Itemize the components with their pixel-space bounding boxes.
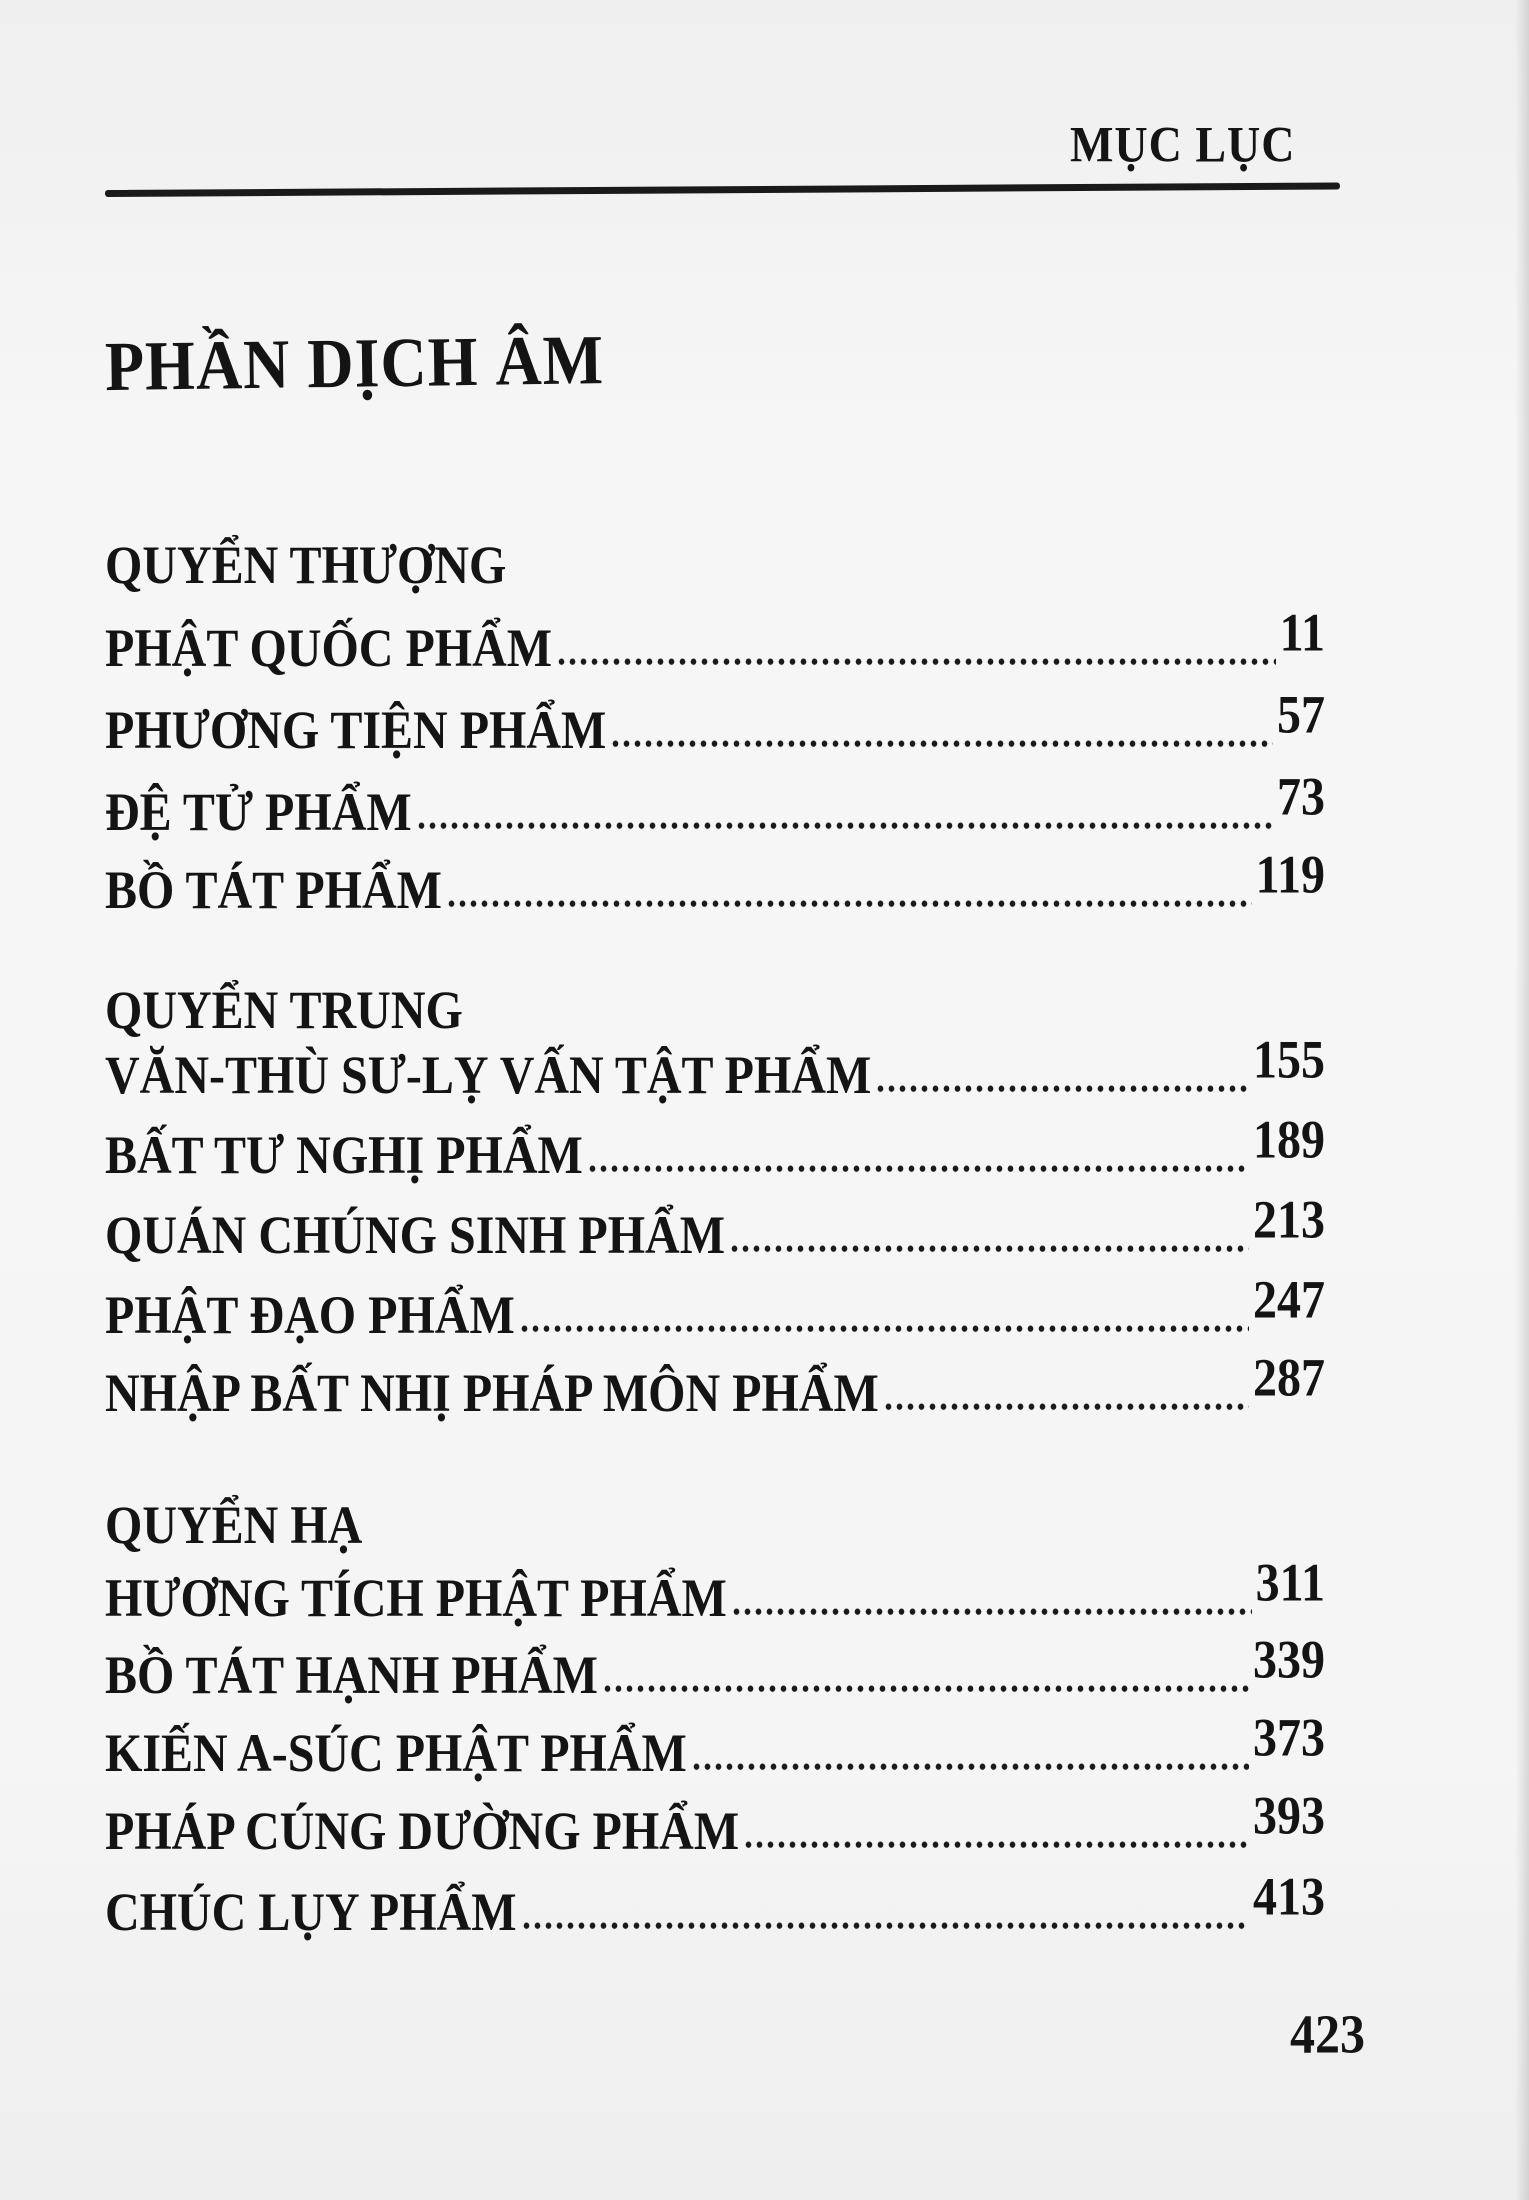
toc-entry[interactable] xyxy=(105,1630,1325,1707)
dot-leader xyxy=(521,1921,1249,1930)
toc-entry-page: 247 xyxy=(1253,1270,1325,1330)
toc-entry-label: HƯƠNG TÍCH PHẬT PHẨM xyxy=(105,1569,727,1629)
toc-entry[interactable] xyxy=(105,1270,1325,1347)
dot-leader xyxy=(519,1324,1249,1333)
toc-entry-page: 287 xyxy=(1253,1348,1325,1408)
toc-entry-label: NHẬP BẤT NHỊ PHÁP MÔN PHẨM xyxy=(105,1364,879,1424)
toc-entry-page: 119 xyxy=(1255,845,1325,905)
dot-leader xyxy=(743,1840,1249,1849)
toc-entry[interactable] xyxy=(105,1867,1325,1944)
dot-leader xyxy=(883,1402,1249,1411)
toc-entry-label: CHÚC LỤY PHẨM xyxy=(105,1883,517,1943)
toc-entry-page: 73 xyxy=(1277,767,1325,827)
dot-leader xyxy=(416,821,1273,830)
toc-entry-page: 393 xyxy=(1253,1786,1325,1846)
dot-leader xyxy=(875,1084,1249,1093)
toc-entry-page: 413 xyxy=(1253,1867,1325,1927)
toc-entry-label: KIẾN A-SÚC PHẬT PHẨM xyxy=(105,1724,687,1784)
running-header: MỤC LỤC xyxy=(1070,116,1296,173)
toc-entry[interactable] xyxy=(105,1348,1325,1425)
toc-entry-page: 311 xyxy=(1255,1553,1325,1613)
toc-entry-label: BỒ TÁT PHẨM xyxy=(105,861,442,921)
toc-entry-page: 339 xyxy=(1253,1630,1325,1690)
toc-entry-label: BỒ TÁT HẠNH PHẨM xyxy=(105,1646,598,1706)
toc-entry[interactable] xyxy=(105,1553,1325,1630)
toc-entry-page: 11 xyxy=(1279,603,1325,663)
toc-entry-label: BẤT TƯ NGHỊ PHẨM xyxy=(105,1126,583,1186)
dot-leader xyxy=(556,657,1276,666)
dot-leader xyxy=(446,899,1252,908)
section-heading: QUYỂN TRUNG xyxy=(105,981,463,1041)
toc-entry-page: 155 xyxy=(1253,1030,1325,1090)
toc-entry[interactable] xyxy=(105,603,1325,680)
dot-leader xyxy=(731,1607,1252,1616)
dot-leader xyxy=(691,1762,1249,1771)
toc-entry-label: PHẬT QUỐC PHẨM xyxy=(105,619,553,679)
toc-entry-page: 373 xyxy=(1253,1708,1325,1768)
toc-entry-label: PHƯƠNG TIỆN PHẨM xyxy=(105,701,607,761)
toc-entry-page: 213 xyxy=(1253,1190,1325,1250)
dot-leader xyxy=(729,1244,1249,1253)
toc-entry[interactable] xyxy=(105,767,1325,844)
toc-entry-label: VĂN-THÙ SƯ-LỴ VẤN TẬT PHẨM xyxy=(105,1046,872,1106)
part-title: PHẦN DỊCH ÂM xyxy=(104,320,605,406)
toc-entry[interactable] xyxy=(105,1030,1325,1107)
toc-entry[interactable] xyxy=(105,845,1325,922)
toc-entry[interactable] xyxy=(105,1708,1325,1785)
toc-entry-label: PHẬT ĐẠO PHẨM xyxy=(105,1286,515,1346)
toc-entry-label: PHÁP CÚNG DƯỜNG PHẨM xyxy=(105,1802,740,1862)
dot-leader xyxy=(602,1684,1249,1693)
page-edge-shadow xyxy=(1515,0,1529,2200)
toc-entry[interactable] xyxy=(105,1110,1325,1187)
toc-entry-label: QUÁN CHÚNG SINH PHẨM xyxy=(105,1206,725,1266)
dot-leader xyxy=(610,739,1273,748)
toc-entry[interactable] xyxy=(105,1190,1325,1267)
section-heading: QUYỂN THƯỢNG xyxy=(105,536,507,596)
header-rule xyxy=(105,182,1340,197)
toc-entry-page: 189 xyxy=(1253,1110,1325,1170)
dot-leader xyxy=(587,1164,1249,1173)
toc-entry-label: ĐỆ TỬ PHẨM xyxy=(105,783,412,843)
page-number: 423 xyxy=(1290,2003,1365,2065)
toc-entry[interactable] xyxy=(105,685,1325,762)
section-heading: QUYỂN HẠ xyxy=(105,1496,363,1556)
toc-entry-page: 57 xyxy=(1277,685,1325,745)
toc-entry[interactable] xyxy=(105,1786,1325,1863)
